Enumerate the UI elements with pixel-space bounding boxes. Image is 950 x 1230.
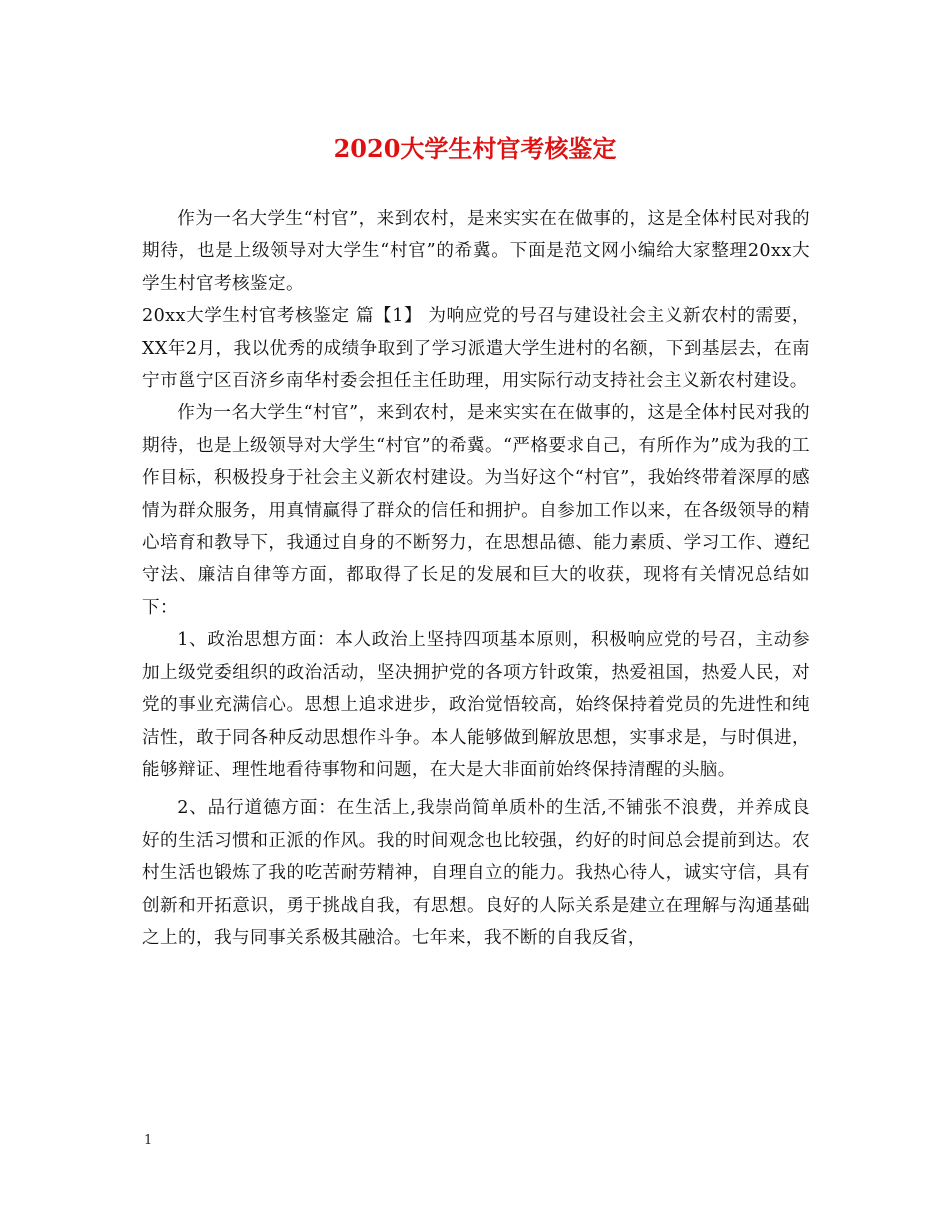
page-number: 1 bbox=[144, 1133, 153, 1148]
document-title: 2020大学生村官考核鉴定 bbox=[333, 134, 617, 163]
section-paragraph: 20xx大学生村官考核鉴定 篇【1】 为响应党的号召与建设社会主义新农村的需要，XX年2月，我以优秀的成绩争取到了学习派遣大学生进村的名额，下到基层去，在南宁市邕宁区百济乡南华村委会担任主任助理，用实际行动支持社会主义新农村建设。 bbox=[142, 306, 810, 392]
body-paragraph: 作为一名大学生“村官”，来到农村，是来实实在在做事的，这是全体村民对我的期待，也是上级领导对大学生“村官”的希冀。“严格要求自己，有所作为”成为我的工作目标，积极投身于社会主义新农村建设。为当好这个“村官”，我始终带着深厚的感情为群众服务，用真情赢得了群众的信任和拥护。自参加工作以来，在各级领导的精心培育和教导下，我通过自身的不断努力，在思想品德、能力素质、学习工作、遵纪守法、廉洁自律等方面，都取得了长足的发展和巨大的收获，现将有关情况总结如下： bbox=[142, 403, 810, 618]
moral-paragraph: 2、品行道德方面：在生活上,我崇尚简单质朴的生活,不铺张不浪费，并养成良好的生活习惯和正派的作风。我的时间观念也比较强，约好的时间总会提前到达。农村生活也锻炼了我的吃苦耐劳精神，自理自立的能力。我热心待人，诚实守信，具有创新和开拓意识，勇于挑战自我，有思想。良好的人际关系是建立在理解与沟通基础之上的，我与同事关系极其融洽。七年来，我不断的自我反省， bbox=[142, 798, 810, 948]
intro-paragraph: 作为一名大学生“村官”，来到农村，是来实实在在做事的，这是全体村民对我的期待，也是上级领导对大学生“村官”的希冀。下面是范文网小编给大家整理20xx大学生村官考核鉴定。 bbox=[142, 209, 810, 294]
document-body bbox=[142, 203, 810, 954]
political-paragraph: 1、政治思想方面：本人政治上坚持四项基本原则，积极响应党的号召，主动参加上级党委组织的政治活动，坚决拥护党的各项方针政策，热爱祖国，热爱人民，对党的事业充满信心。思想上追求进步，政治觉悟较高，始终保持着党员的先进性和纯洁性，敢于同各种反动思想作斗争。本人能够做到解放思想，实事求是，与时俱进，能够辩证、理性地看待事物和问题，在大是大非面前始终保持清醒的头脑。 bbox=[142, 630, 810, 780]
